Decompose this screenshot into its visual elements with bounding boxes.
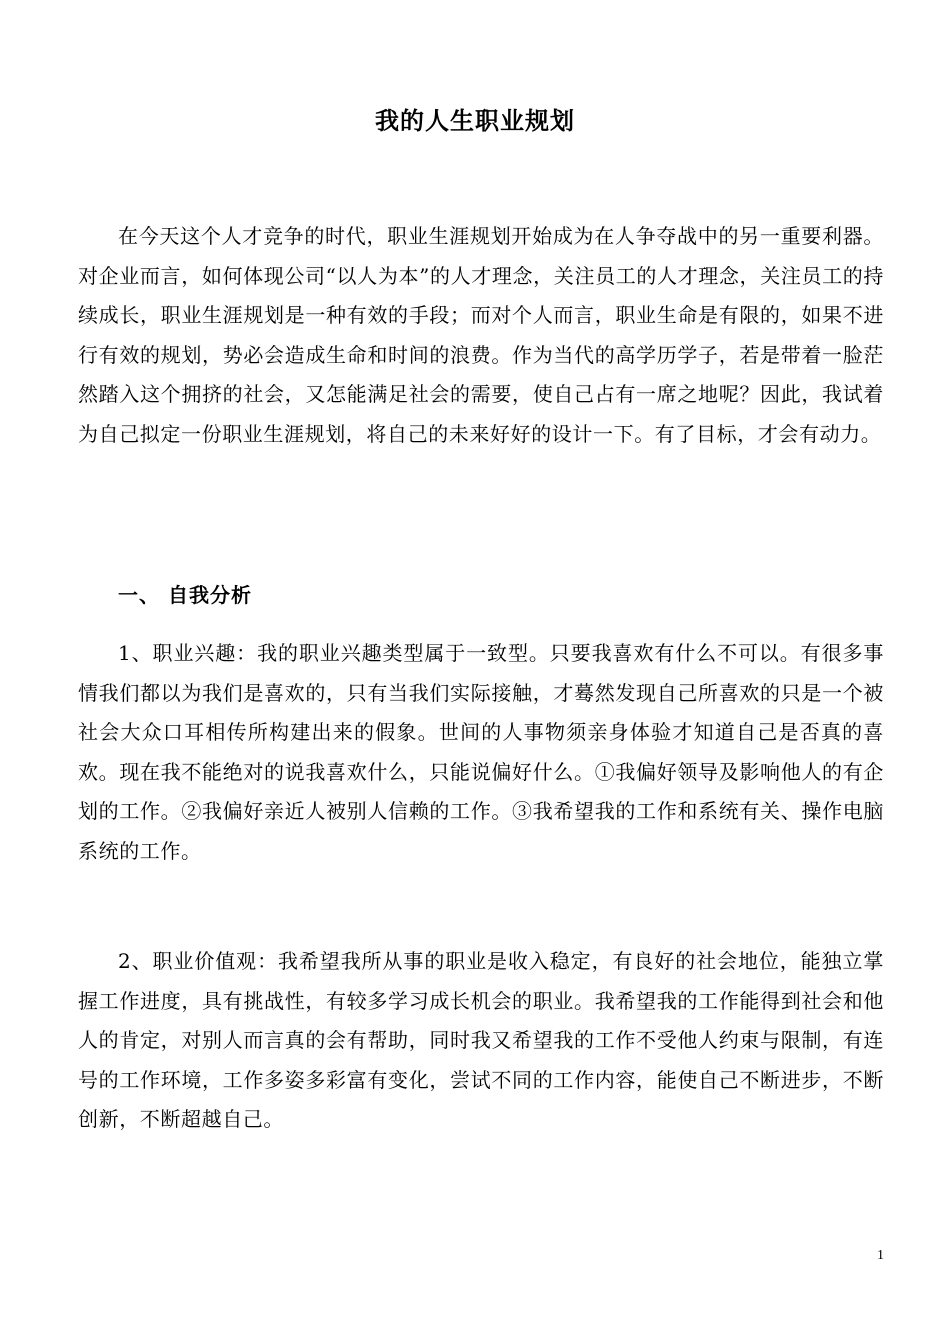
document-title: 我的人生职业规划 (375, 106, 575, 135)
intro-paragraph: 在今天这个人才竞争的时代，职业生涯规划开始成为在人争夺战中的另一重要利器。对企业而言，如何体现公司“以人为本”的人才理念，关注员工的人才理念，关注员工的持续成长，职业生涯规划是一种有效的手段；而对个人而言，职业生命是有限的，如果不进行有效的规划，势必会造成生命和时间的浪费。作为当代的高学历学子，若是带着一脸茫然踏入这个拥挤的社会，又怎能满足社会的需要，使自己占有一席之地呢？因此，我试着为自己拟定一份职业生涯规划，将自己的未来好好的设计一下。有了目标，才会有动力。 (78, 224, 884, 446)
page-number: 1 (877, 1248, 884, 1263)
section-heading-self-analysis: 一、 自我分析 (118, 583, 252, 607)
paragraph-career-values: 2、职业价值观：我希望我所从事的职业是收入稳定，有良好的社会地位，能独立掌握工作进度，具有挑战性，有较多学习成长机会的职业。我希望我的工作能得到社会和他人的肯定，对别人而言真的会有帮助，同时我又希望我的工作不受他人约束与限制，有连号的工作环境，工作多姿多彩富有变化，尝试不同的工作内容，能使自己不断进步，不断创新，不断超越自己。 (78, 949, 884, 1132)
paragraph-career-interest: 1、职业兴趣：我的职业兴趣类型属于一致型。只要我喜欢有什么不可以。有很多事情我们都以为我们是喜欢的，只有当我们实际接触，才蓦然发现自己所喜欢的只是一个被社会大众口耳相传所构建出来的假象。世间的人事物须亲身体验才知道自己是否真的喜欢。现在我不能绝对的说我喜欢什么，只能说偏好什么。①我偏好领导及影响他人的有企划的工作。②我偏好亲近人被别人信赖的工作。③我希望我的工作和系统有关、操作电脑系统的工作。 (78, 641, 884, 863)
